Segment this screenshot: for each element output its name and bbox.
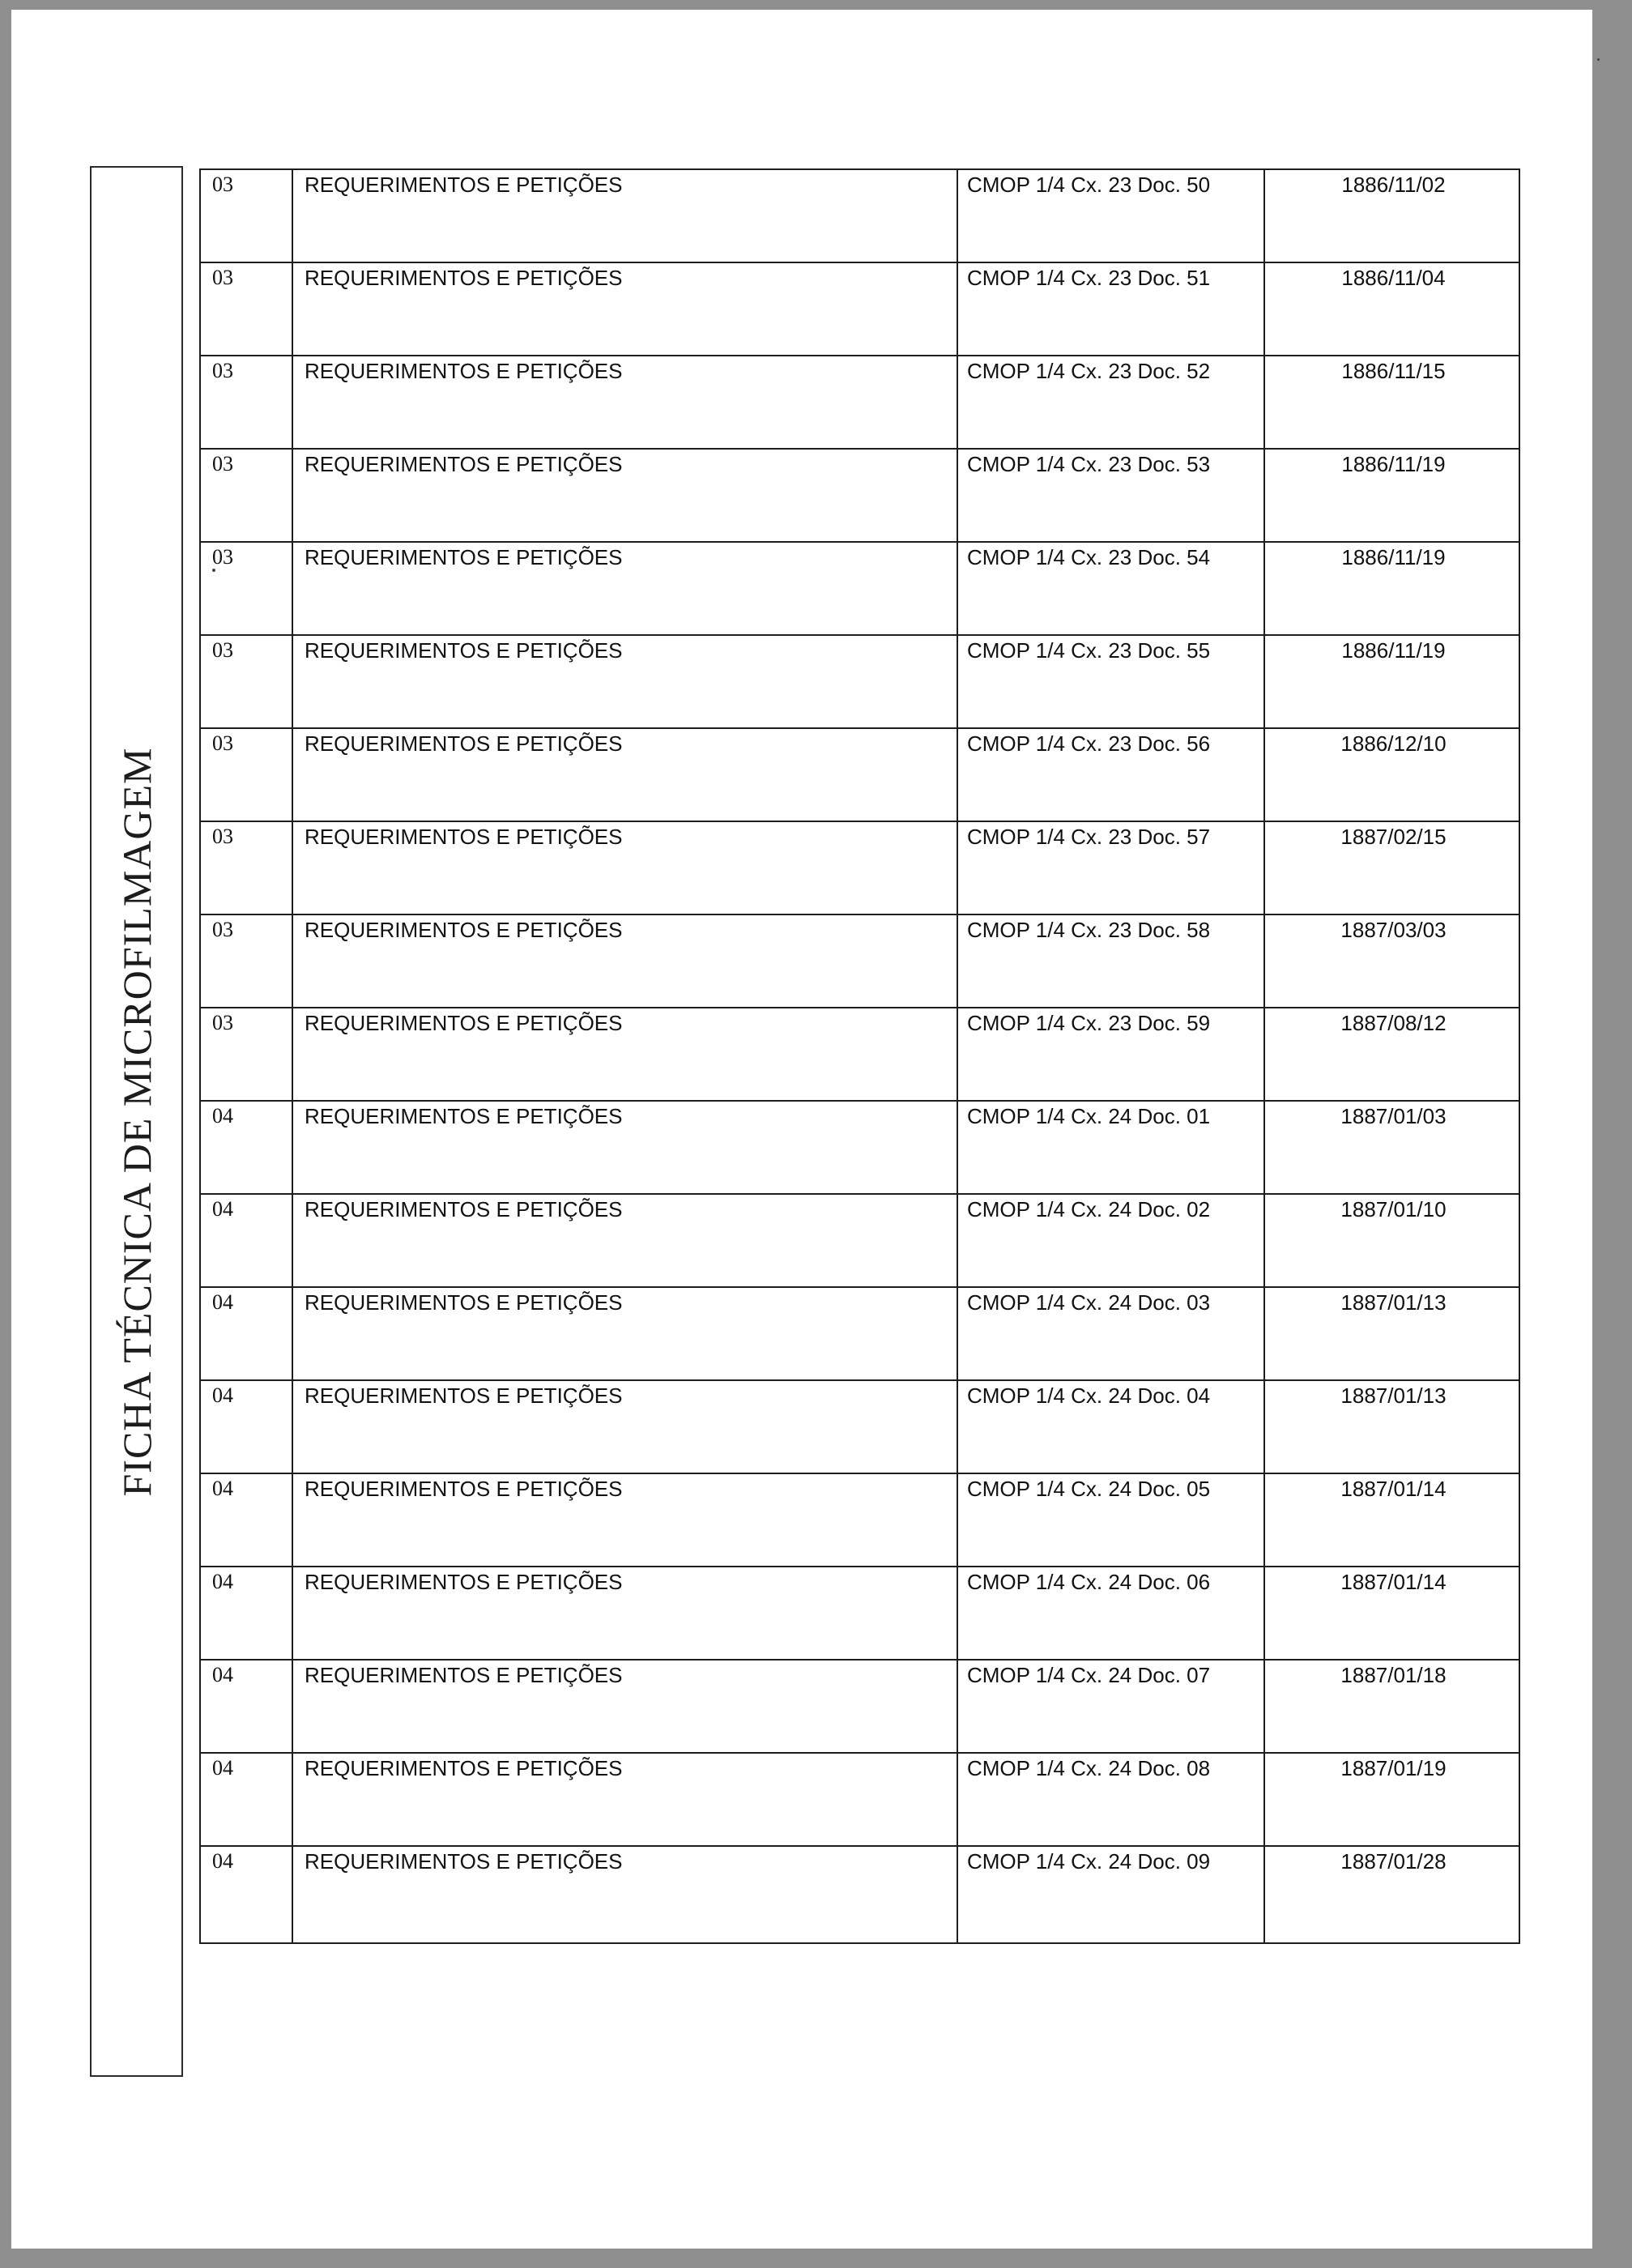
row-reference: CMOP 1/4 Cx. 23 Doc. 50 <box>967 173 1211 197</box>
table-row <box>201 821 1519 914</box>
row-date: 1887/08/12 <box>1340 1011 1447 1035</box>
row-reference: CMOP 1/4 Cx. 24 Doc. 08 <box>967 1756 1211 1780</box>
row-date: 1886/12/10 <box>1340 731 1447 756</box>
row-description: REQUERIMENTOS E PETIÇÕES <box>305 266 623 290</box>
table-row <box>201 1100 1519 1193</box>
row-date: 1887/01/14 <box>1340 1570 1447 1594</box>
row-description: REQUERIMENTOS E PETIÇÕES <box>305 1663 623 1687</box>
row-number: 03 <box>212 638 233 662</box>
row-description: REQUERIMENTOS E PETIÇÕES <box>305 1290 623 1315</box>
row-description: REQUERIMENTOS E PETIÇÕES <box>305 1849 623 1874</box>
row-date: 1887/01/14 <box>1340 1477 1447 1501</box>
row-description: REQUERIMENTOS E PETIÇÕES <box>305 452 623 476</box>
scan-speck <box>1597 58 1600 61</box>
scanned-page <box>11 10 1592 2249</box>
row-number: 03 <box>212 173 233 196</box>
table-row <box>201 1286 1519 1379</box>
row-date: 1887/01/28 <box>1340 1849 1447 1874</box>
row-number: 03 <box>212 731 233 755</box>
row-number: 04 <box>212 1104 233 1128</box>
row-date: 1886/11/04 <box>1341 266 1446 290</box>
row-number: 03 <box>212 1011 233 1034</box>
row-reference: CMOP 1/4 Cx. 23 Doc. 58 <box>967 918 1211 942</box>
row-number: 04 <box>212 1290 233 1314</box>
row-reference: CMOP 1/4 Cx. 24 Doc. 02 <box>967 1197 1211 1221</box>
table-row <box>201 168 1519 262</box>
records-table <box>199 168 1520 1944</box>
row-date: 1886/11/19 <box>1341 638 1446 663</box>
row-description: REQUERIMENTOS E PETIÇÕES <box>305 1477 623 1501</box>
row-reference: CMOP 1/4 Cx. 23 Doc. 56 <box>967 731 1211 756</box>
table-row <box>201 1193 1519 1286</box>
row-number: 03 <box>212 825 233 848</box>
row-reference: CMOP 1/4 Cx. 24 Doc. 04 <box>967 1383 1211 1408</box>
row-description: REQUERIMENTOS E PETIÇÕES <box>305 918 623 942</box>
side-title-panel <box>90 166 183 2077</box>
row-number: 03 <box>212 266 233 289</box>
row-number: 04 <box>212 1197 233 1221</box>
row-number: 03 <box>212 359 233 382</box>
row-description: REQUERIMENTOS E PETIÇÕES <box>305 638 623 663</box>
row-description: REQUERIMENTOS E PETIÇÕES <box>305 1756 623 1780</box>
table-row <box>201 1007 1519 1100</box>
row-date: 1886/11/19 <box>1341 545 1446 569</box>
row-description: REQUERIMENTOS E PETIÇÕES <box>305 1104 623 1128</box>
table-row <box>201 1845 1519 1938</box>
row-description: REQUERIMENTOS E PETIÇÕES <box>305 825 623 849</box>
row-date: 1887/03/03 <box>1340 918 1447 942</box>
row-date: 1887/01/13 <box>1340 1290 1447 1315</box>
row-reference: CMOP 1/4 Cx. 23 Doc. 53 <box>967 452 1211 476</box>
row-date: 1887/01/03 <box>1340 1104 1447 1128</box>
row-date: 1886/11/15 <box>1341 359 1446 383</box>
row-number: 03 <box>212 918 233 941</box>
row-reference: CMOP 1/4 Cx. 23 Doc. 54 <box>967 545 1211 569</box>
row-reference: CMOP 1/4 Cx. 23 Doc. 52 <box>967 359 1211 383</box>
row-date: 1887/01/10 <box>1340 1197 1447 1221</box>
scan-speck <box>212 569 215 572</box>
row-description: REQUERIMENTOS E PETIÇÕES <box>305 173 623 197</box>
table-row <box>201 1566 1519 1659</box>
row-date: 1887/02/15 <box>1340 825 1447 849</box>
row-reference: CMOP 1/4 Cx. 23 Doc. 59 <box>967 1011 1211 1035</box>
table-row <box>201 355 1519 448</box>
row-number: 03 <box>212 452 233 475</box>
table-row <box>201 727 1519 821</box>
row-description: REQUERIMENTOS E PETIÇÕES <box>305 731 623 756</box>
row-reference: CMOP 1/4 Cx. 24 Doc. 09 <box>967 1849 1211 1874</box>
table-row <box>201 1473 1519 1566</box>
row-description: REQUERIMENTOS E PETIÇÕES <box>305 1197 623 1221</box>
row-date: 1886/11/19 <box>1341 452 1446 476</box>
row-date: 1887/01/19 <box>1340 1756 1447 1780</box>
row-reference: CMOP 1/4 Cx. 24 Doc. 06 <box>967 1570 1211 1594</box>
table-row <box>201 1752 1519 1845</box>
row-number: 03 <box>212 545 233 569</box>
row-reference: CMOP 1/4 Cx. 24 Doc. 07 <box>967 1663 1211 1687</box>
table-row <box>201 1659 1519 1752</box>
table-row <box>201 634 1519 727</box>
row-number: 04 <box>212 1663 233 1686</box>
table-row <box>201 448 1519 541</box>
row-description: REQUERIMENTOS E PETIÇÕES <box>305 359 623 383</box>
row-reference: CMOP 1/4 Cx. 23 Doc. 55 <box>967 638 1211 663</box>
row-description: REQUERIMENTOS E PETIÇÕES <box>305 1011 623 1035</box>
table-row <box>201 914 1519 1007</box>
row-reference: CMOP 1/4 Cx. 24 Doc. 03 <box>967 1290 1211 1315</box>
row-description: REQUERIMENTOS E PETIÇÕES <box>305 545 623 569</box>
table-row <box>201 541 1519 634</box>
row-description: REQUERIMENTOS E PETIÇÕES <box>305 1570 623 1594</box>
row-reference: CMOP 1/4 Cx. 24 Doc. 01 <box>967 1104 1211 1128</box>
row-number: 04 <box>212 1477 233 1500</box>
row-reference: CMOP 1/4 Cx. 23 Doc. 57 <box>967 825 1211 849</box>
row-date: 1887/01/18 <box>1340 1663 1447 1687</box>
table-row <box>201 262 1519 355</box>
row-date: 1887/01/13 <box>1340 1383 1447 1408</box>
row-number: 04 <box>212 1849 233 1873</box>
row-reference: CMOP 1/4 Cx. 23 Doc. 51 <box>967 266 1211 290</box>
table-row <box>201 1379 1519 1473</box>
row-reference: CMOP 1/4 Cx. 24 Doc. 05 <box>967 1477 1211 1501</box>
side-title: FICHA TÉCNICA DE MICROFILMAGEM <box>113 747 160 1496</box>
row-number: 04 <box>212 1383 233 1407</box>
row-number: 04 <box>212 1756 233 1780</box>
row-number: 04 <box>212 1570 233 1593</box>
row-description: REQUERIMENTOS E PETIÇÕES <box>305 1383 623 1408</box>
row-date: 1886/11/02 <box>1341 173 1446 197</box>
